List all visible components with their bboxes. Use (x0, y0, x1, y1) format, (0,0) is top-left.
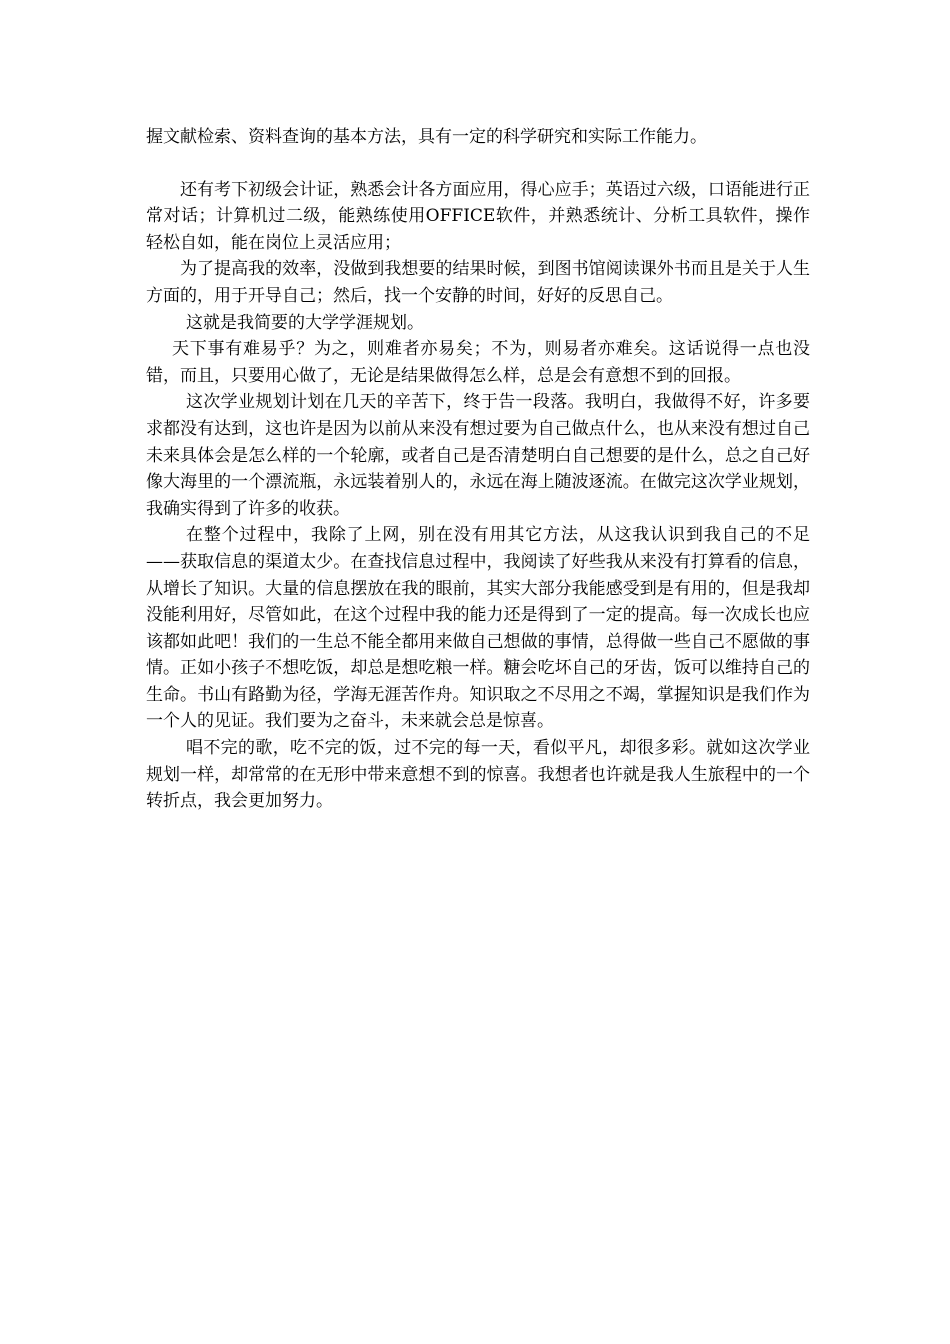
paragraph-7: 在整个过程中，我除了上网，别在没有用其它方法，从这我认识到我自己的不足——获取信息的渠道太少。在查找信息过程中，我阅读了好些我从来没有打算看的信息，从增长了知识。大量的信息摆放在我的眼前，其实大部分我能感受到是有用的，但是我却没能利用好，尽管如此，在这个过程中我的能力还是得到了一定的提高。每一次成长也应该都如此吧！我们的一生总不能全都用来做自己想做的事情，总得做一些自己不愿做的事情。正如小孩子不想吃饭，却总是想吃粮一样。糖会吃坏自己的牙齿，饭可以维持自己的生命。书山有路勤为径，学海无涯苦作舟。知识取之不尽用之不竭，掌握知识是我们作为一个人的见证。我们要为之奋斗，未来就会总是惊喜。 (146, 525, 810, 732)
paragraph-5: 天下事有难易乎？为之，则难者亦易矣；不为，则易者亦难矣。这话说得一点也没错，而且，只要用心做了，无论是结果做得怎么样，总是会有意想不到的回报。 (146, 339, 810, 386)
document-body (146, 124, 810, 815)
paragraph-1: 握文献检索、资料查询的基本方法，具有一定的科学研究和实际工作能力。 (146, 127, 707, 147)
paragraph-6: 这次学业规划计划在几天的辛苦下，终于告一段落。我明白，我做得不好，许多要求都没有达到，这也许是因为以前从来没有想过要为自己做点什么，也从来没有想过自己未来具体会是怎么样的一个轮廓，或者自己是否清楚明白自己想要的是什么，总之自己好像大海里的一个漂流瓶，永远装着别人的，永远在海上随波逐流。在做完这次学业规划，我确实得到了许多的收获。 (146, 392, 810, 519)
paragraph-2: 还有考下初级会计证，熟悉会计各方面应用，得心应手；英语过六级，口语能进行正常对话；计算机过二级，能熟练使用OFFICE软件，并熟悉统计、分析工具软件，操作轻松自如，能在岗位上灵活应用； (146, 179, 810, 253)
paragraph-8: 唱不完的歌，吃不完的饭，过不完的每一天，看似平凡，却很多彩。就如这次学业规划一样，却常常的在无形中带来意想不到的惊喜。我想者也许就是我人生旅程中的一个转折点，我会更加努力。 (146, 738, 810, 812)
paragraph-3: 为了提高我的效率，没做到我想要的结果时候，到图书馆阅读课外书而且是关于人生方面的，用于开导自己；然后，找一个安静的时间，好好的反思自己。 (146, 259, 810, 306)
paragraph-4: 这就是我简要的大学学涯规划。 (186, 312, 424, 333)
